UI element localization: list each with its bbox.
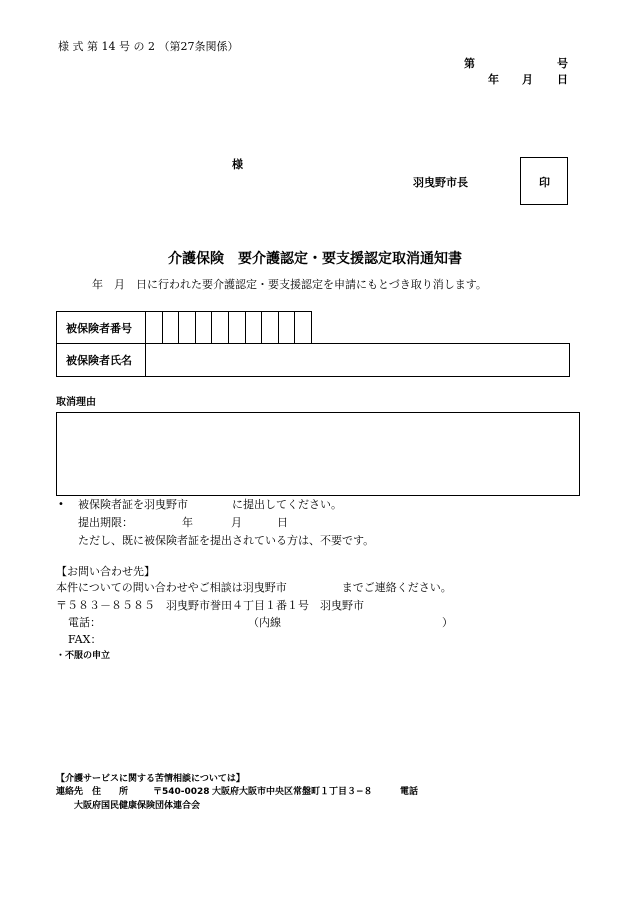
deadline-year: 年 xyxy=(182,516,193,529)
inquiry-address: 〒５８３－８５８５ 羽曳野市誉田４丁目１番１号 羽曳野市 xyxy=(56,599,364,612)
lead-text: 年 月 日に行われた要介護認定・要支援認定を申請にもとづき取り消します。 xyxy=(92,278,487,291)
complaint-heading: 【介護サービスに関する苦情相談については】 xyxy=(56,774,245,784)
inquiry-heading: 【お問い合わせ先】 xyxy=(56,565,155,578)
insured-number-digit-cell xyxy=(278,312,294,344)
date-year: 年 xyxy=(488,73,499,86)
notice-submit-line: 被保険者証を羽曳野市 に提出してください。 xyxy=(78,498,342,511)
insured-number-digit-cell xyxy=(211,312,227,344)
appeal-label: ・不服の申立 xyxy=(56,651,111,661)
reason-label: 取消理由 xyxy=(56,397,96,408)
seal-box xyxy=(520,157,568,205)
document-title: 介護保険 要介護認定・要支援認定取消通知書 xyxy=(168,251,462,267)
inquiry-tel-label: 電話： xyxy=(68,616,101,629)
insured-number-digit-cell xyxy=(162,312,178,344)
insured-number-digit-cell xyxy=(228,312,244,344)
complaint-contact-label: 連絡先 住 所 xyxy=(56,787,129,797)
complaint-tel-label: 電話 xyxy=(400,787,419,797)
date-month: 月 xyxy=(522,73,533,86)
seal-label: 印 xyxy=(539,176,550,189)
doc-number-go: 号 xyxy=(557,57,568,70)
insured-name-row xyxy=(56,343,570,377)
insured-number-digit-cell xyxy=(178,312,194,344)
insured-number-digit-cell xyxy=(195,312,211,344)
issuer-name: 羽曳野市長 xyxy=(413,176,468,189)
deadline-month: 月 xyxy=(231,516,242,529)
date-day: 日 xyxy=(557,73,568,86)
complaint-org: 大阪府国民健康保険団体連合会 xyxy=(74,801,201,811)
doc-number-dai: 第 xyxy=(464,57,475,70)
inquiry-line: 本件についての問い合わせやご相談は羽曳野市 までご連絡ください。 xyxy=(56,581,452,594)
addressee-suffix: 様 xyxy=(232,158,243,171)
notice-exception-line: ただし、既に被保険者証を提出されている方は、不要です。 xyxy=(78,534,375,547)
deadline-label: 提出期限： xyxy=(78,516,133,529)
notice-bullet: • xyxy=(58,499,64,510)
inquiry-extension-close: ） xyxy=(442,616,453,629)
insured-number-digit-cell xyxy=(261,312,277,344)
insured-number-digit-cell xyxy=(294,312,310,344)
insured-name-divider xyxy=(145,344,146,376)
reason-box xyxy=(56,412,580,496)
deadline-day: 日 xyxy=(277,516,288,529)
insured-number-digit-cell xyxy=(145,312,161,344)
insured-name-label: 被保険者氏名 xyxy=(66,354,132,367)
complaint-postal: 〒540-0028 xyxy=(153,787,210,797)
form-number: 様 式 第 14 号 の 2 （第27条関係） xyxy=(58,40,239,53)
inquiry-fax-label: FAX： xyxy=(68,633,102,646)
insured-number-label: 被保険者番号 xyxy=(66,322,132,335)
complaint-address: 大阪府大阪市中央区常盤町１丁目３−８ xyxy=(212,787,373,797)
insured-number-row xyxy=(56,311,312,344)
inquiry-extension-open: （内線 xyxy=(248,616,281,629)
insured-number-digit-cell xyxy=(245,312,261,344)
